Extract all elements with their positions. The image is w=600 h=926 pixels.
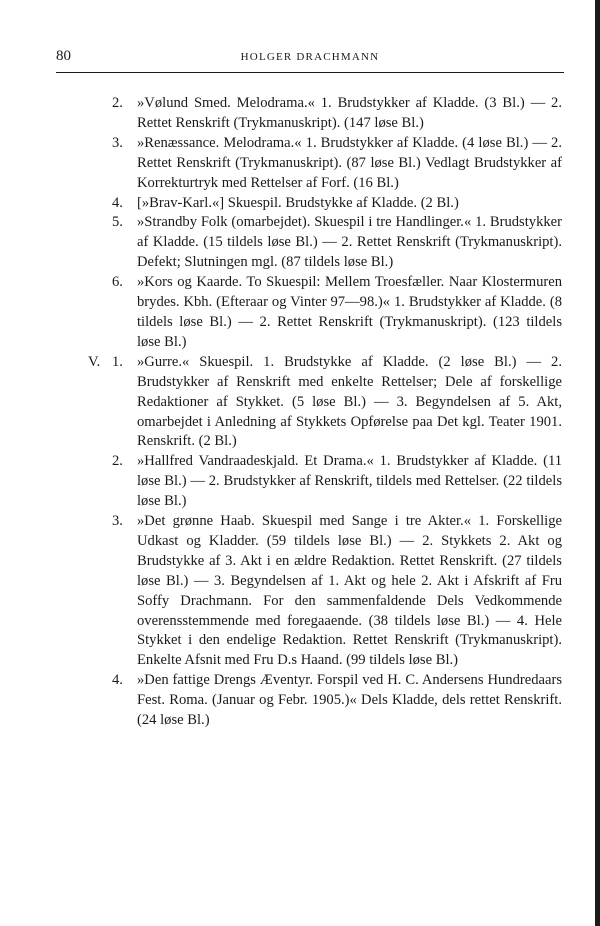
entry-number: 2. [112,95,123,111]
entry-number: 4. [112,672,123,689]
entry-item [0,512,600,671]
entry-text: »Hallfred Vandraadeskjald. Et Drama.« 1. Brudstykker af Kladde. (11 løse Bl.) — 2. Brudstykker af Renskrift, tildels med Rettelser. (22 tildels løse Bl.) [137,453,562,510]
entry-text: »Det grønne Haab. Skuespil med Sange i tre Akter.« 1. Forskellige Udkast og Kladder. (59 tildels løse Bl.) — 2. Stykkets 2. Akt og Brudstykke af 3. Akt i en ældre Redaktion. Rettet Renskrift. (27 tildels løse Bl.) — 3. Begyndelsen af 1. Akt og hele 2. Akt i Afskrift af Fru Soffy Drachmann. For den sammenfaldende Dels Vedkommende overensstemmende med foregaaende. (38 tildels løse Bl.) — 4. Hele Stykket i den endelige Redaktion. Rettet Renskrift (Trykmanuskript). Enkelte Afsnit med Fru D.s Haand. (99 tildels løse Bl.) [137,513,562,669]
entry-number: 2. [112,453,123,470]
entry-item [0,452,600,512]
entry-number: 3. [112,134,123,151]
entry-text: »Renæssance. Melodrama.« 1. Brudstykker af Kladde. (4 løse Bl.) — 2. Rettet Renskrift (Trykmanuskript). (87 løse Bl.) Vedlagt Brudstykker af Korrekturtryk med Rettelser af Forf. (16 Bl.) [137,134,562,191]
entry-list [0,94,600,731]
entry-number: 3. [112,513,123,530]
entry-number: 1. [112,353,123,370]
entry-number: 4. [112,194,123,211]
entry-item [0,273,600,353]
entry-text: [»Brav-Karl.«] Skuespil. Brudstykke af Kladde. (2 Bl.) [137,194,459,211]
page-number: 80 [56,48,71,64]
entry-number: 6. [112,274,123,291]
entry-item [0,353,600,453]
header-rule [56,72,564,73]
entry-text: »Kors og Kaarde. To Skuespil: Mellem Troesfæller. Naar Klostermuren brydes. Kbh. (Efteraar og Vinter 97—98.)« 1. Brudstykker af Kladde. (8 tildels løse Bl.) — 2. Rettet Renskrift (Trykmanuskript). (123 tildels løse Bl.) [137,274,562,350]
section-numeral: V. [88,353,101,370]
entry-item [0,671,600,731]
entry-text: »Den fattige Drengs Æventyr. Forspil ved H. C. Andersens Hundredaars Fest. Roma. (Januar og Febr. 1905.)« Dels Kladde, dels rettet Renskrift. (24 løse Bl.) [137,672,562,729]
entry-item [0,134,600,194]
entry-text: »Strandby Folk (omarbejdet). Skuespil i tre Handlinger.« 1. Brudstykker af Kladde. (15 tildels løse Bl.) — 2. Rettet Renskrift (Trykmanuskript). Defekt; Slutningen mgl. (87 tildels løse Bl.) [137,214,562,271]
running-head: HOLGER DRACHMANN [240,51,380,63]
entry-text: »Gurre.« Skuespil. 1. Brudstykke af Kladde. (2 løse Bl.) — 2. Brudstykker af Renskrift med enkelte Rettelser; Dele af forskellige Redaktioner af Stykket. (5 løse Bl.) — 3. Begyndelsen af 5. Akt, omarbejdet i Anledning af Stykkets Opførelse paa Det kgl. Teater 1901. Renskrift. (2 Bl.) [137,353,562,450]
entry-number: 5. [112,214,123,231]
page-header [56,48,564,74]
entry-text: »Vølund Smed. Melodrama.« 1. Brudstykker af Kladde. (3 Bl.) — 2. Rettet Renskrift (Trykmanuskript). (147 løse Bl.) [137,95,562,131]
entry-item [0,94,600,134]
entry-item [0,213,600,273]
entry-item [0,194,600,214]
